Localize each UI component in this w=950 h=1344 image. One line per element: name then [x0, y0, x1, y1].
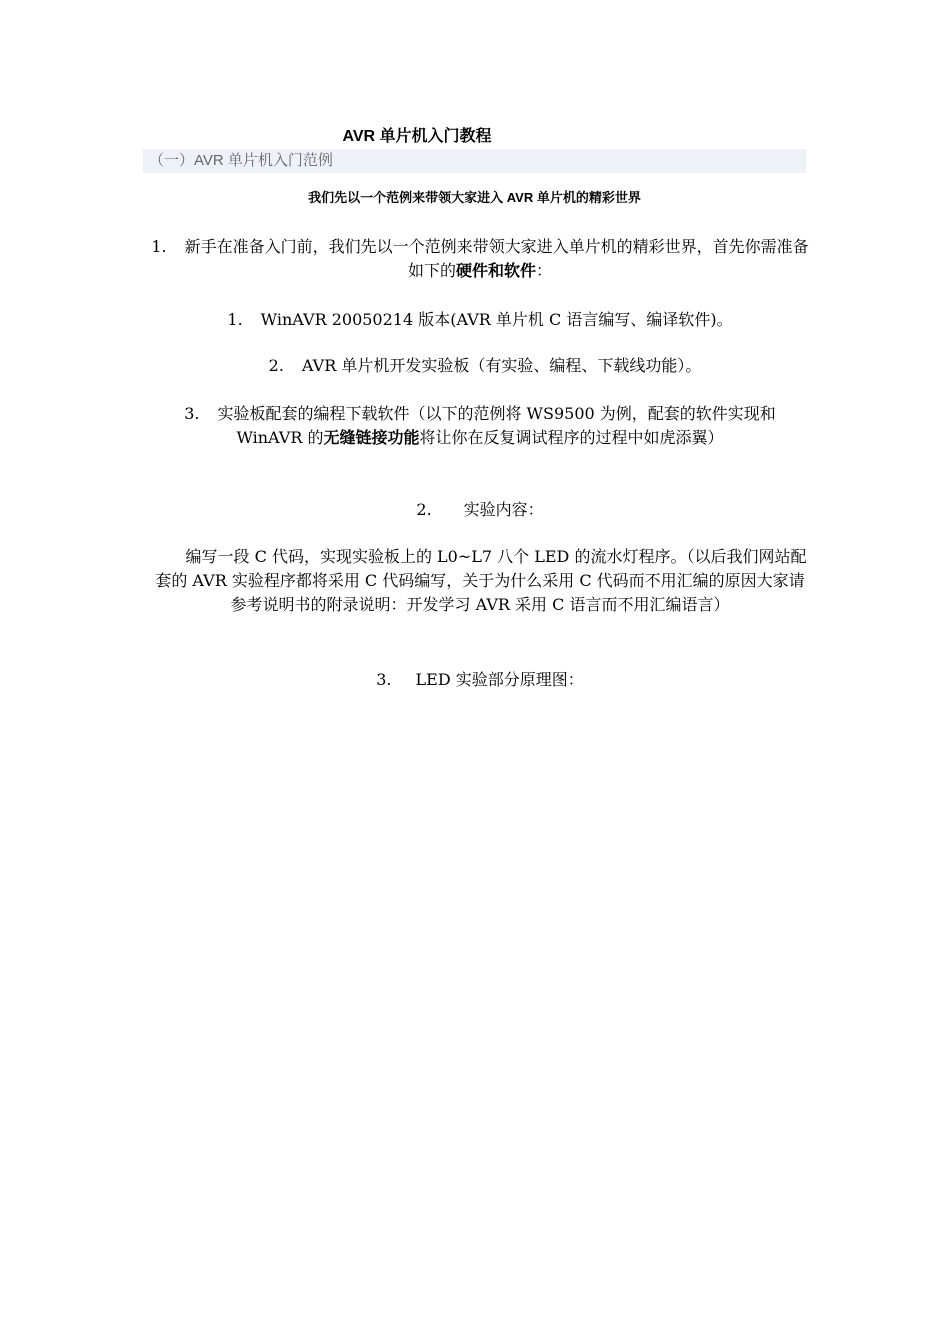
section-heading: （一）AVR 单片机入门范例	[143, 149, 806, 173]
item-number: 2.	[416, 500, 432, 519]
item-hardware-software	[150, 235, 810, 283]
item-text: 新手在准备入门前，我们先以一个范例来带领大家进入单片机的精彩世界，首先你需准备如下的	[184, 237, 809, 280]
item-number: 3.	[376, 670, 392, 689]
subitem-bold-text: 无缝链接功能	[323, 428, 420, 447]
subitem-text: WinAVR 20050214 版本(AVR 单片机 C 语言编写、编译软件)。	[260, 310, 733, 329]
item-tail-text: ：	[536, 261, 553, 280]
subitem-text: 实验板配套的编程下载软件（以下的范例将 WS9500 为例，配套的软件实现和 WinAVR 的	[217, 404, 776, 447]
subitem-tail-text: 将让你在反复调试程序的过程中如虎添翼）	[419, 428, 724, 447]
document-title: AVR 单片机入门教程	[342, 128, 492, 145]
subitem-number: 1.	[227, 310, 243, 329]
item-text: LED 实验部分原理图：	[415, 670, 584, 689]
subitem-winavr	[150, 308, 810, 332]
experiment-description: 编写一段 C 代码，实现实验板上的 L0~L7 八个 LED 的流水灯程序。（以后我们网站配套的 AVR 实验程序都将采用 C 代码编写，关于为什么采用 C 代码而不用汇编的原因大家请参考说明书的附录说明：开发学习 AVR 采用 C 语言而不用汇编语言）	[155, 547, 807, 614]
subitem-number: 3.	[184, 404, 200, 423]
item-text: 实验内容：	[463, 500, 544, 519]
item-number: 1.	[151, 237, 167, 256]
item-bold-text: 硬件和软件	[455, 261, 536, 280]
item-experiment-content	[150, 498, 810, 522]
subitem-programmer-software	[150, 402, 810, 450]
subitem-dev-board	[150, 354, 810, 378]
item-schematic	[150, 668, 810, 692]
intro-line: 我们先以一个范例来带领大家进入 AVR 单片机的精彩世界	[308, 190, 641, 205]
subitem-text: AVR 单片机开发实验板（有实验、编程、下载线功能）。	[301, 356, 702, 375]
subitem-number: 2.	[268, 356, 284, 375]
